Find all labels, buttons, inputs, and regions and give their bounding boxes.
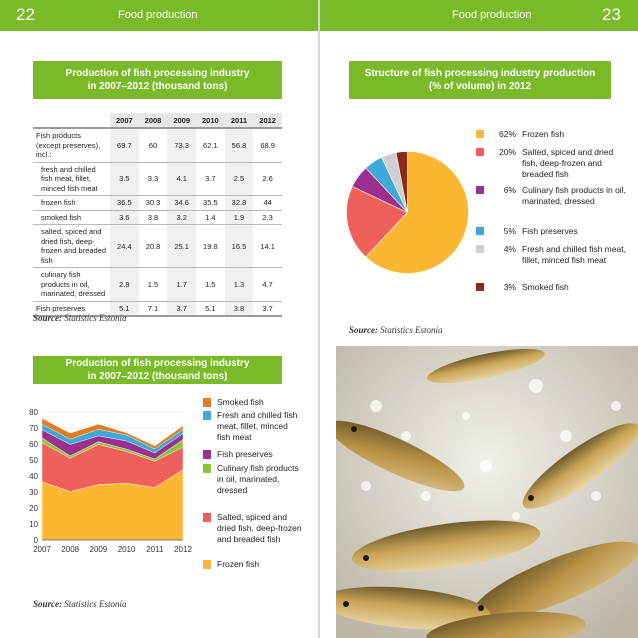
page-number: 22 xyxy=(16,5,35,24)
legend-swatch xyxy=(203,464,211,473)
x-tick-label: 2011 xyxy=(146,545,164,554)
legend-item xyxy=(203,512,302,545)
legend-percent: 3% xyxy=(503,282,516,292)
left-header-bar xyxy=(0,0,318,31)
table-cell: 1.5 xyxy=(196,268,225,302)
x-tick-label: 2010 xyxy=(117,545,136,554)
table-cell: 1.7 xyxy=(167,268,196,302)
source-label: Source: xyxy=(33,313,62,323)
y-tick-label: 0 xyxy=(33,536,38,545)
table-cell: 30.3 xyxy=(139,196,168,211)
legend-swatch xyxy=(476,227,484,235)
legend-percent: 62% xyxy=(498,129,516,139)
table-title-line1: Production of fish processing industry xyxy=(65,68,250,79)
area-title-line1: Production of fish processing industry xyxy=(65,358,250,369)
legend-swatch xyxy=(203,411,211,420)
legend-swatch xyxy=(203,450,211,459)
table-cell: 36.5 xyxy=(110,196,139,211)
table-cell: 3.7 xyxy=(167,301,196,316)
row-label: Fish preserves xyxy=(33,301,110,316)
legend-item xyxy=(203,463,302,496)
legend-percent: 6% xyxy=(503,185,516,195)
y-tick-label: 10 xyxy=(29,520,38,529)
legend-label: Fresh and chilled fish meat, fillet, minced fish meat xyxy=(522,244,626,265)
section-title: Food production xyxy=(118,9,198,21)
source-label: Source: xyxy=(33,599,62,609)
legend-label: Fish preserves xyxy=(217,449,273,459)
table-cell: 24.4 xyxy=(110,225,139,268)
x-tick-label: 2008 xyxy=(61,545,80,554)
table-cell: 2.3 xyxy=(253,210,282,225)
table-cell: 73.3 xyxy=(167,128,196,162)
legend-label: Smoked fish xyxy=(522,282,569,292)
year-header: 2010 xyxy=(196,113,225,128)
table-row xyxy=(33,162,282,196)
legend-label: Culinary fish products in oil, marinated, dressed xyxy=(522,185,626,206)
legend-swatch xyxy=(476,130,484,138)
legend-label: Salted, spiced and dried fish, deep-frozen and breaded fish xyxy=(217,512,302,544)
table-header-row xyxy=(33,113,282,128)
legend-item xyxy=(203,397,302,408)
legend-label: Frozen fish xyxy=(217,559,260,569)
legend-item xyxy=(476,226,630,237)
table-row xyxy=(33,210,282,225)
right-page xyxy=(320,0,638,638)
pie-title-banner xyxy=(349,61,611,99)
year-header: 2012 xyxy=(253,113,282,128)
table-cell: 5.1 xyxy=(196,301,225,316)
table-cell: 68.9 xyxy=(253,128,282,162)
table-cell: 14.1 xyxy=(253,225,282,268)
table-cell: 3.8 xyxy=(225,301,254,316)
legend-swatch xyxy=(476,148,484,156)
table-row xyxy=(33,128,282,162)
table-cell: 2.9 xyxy=(110,268,139,302)
table-cell: 25.1 xyxy=(167,225,196,268)
fish-photo-image xyxy=(336,346,638,638)
source-label: Source: xyxy=(349,325,378,335)
table-cell: 5.1 xyxy=(110,301,139,316)
table-cell: 3.6 xyxy=(110,210,139,225)
table-row xyxy=(33,225,282,268)
row-label: Fish products (except preserves), incl.: xyxy=(33,128,110,162)
area-source xyxy=(33,599,127,609)
table-cell: 1.4 xyxy=(196,210,225,225)
legend-item xyxy=(203,559,302,570)
legend-label: Fresh and chilled fish meat, fillet, minced fish meat xyxy=(217,410,298,442)
y-tick-label: 40 xyxy=(29,472,38,481)
area-chart-title-banner xyxy=(33,356,282,384)
pie-chart-legend xyxy=(476,129,636,299)
pie-title-line2: (% of volume) in 2012 xyxy=(428,81,532,92)
area-title-line2: in 2007–2012 (thousand tons) xyxy=(87,371,228,382)
table-row xyxy=(33,268,282,302)
legend-label: Salted, spiced and dried fish, deep-frozen and breaded fish xyxy=(522,147,614,179)
table-cell: 20.8 xyxy=(139,225,168,268)
table-cell: 44 xyxy=(253,196,282,211)
table-cell: 1.9 xyxy=(225,210,254,225)
table-cell: 34.6 xyxy=(167,196,196,211)
row-label: fresh and chilled fish meat, fillet, minced fish meat xyxy=(33,162,110,196)
table-cell: 2.5 xyxy=(225,162,254,196)
legend-item xyxy=(476,129,630,140)
table-cell: 3.2 xyxy=(167,210,196,225)
table-corner xyxy=(33,113,110,128)
row-label: smoked fish xyxy=(33,210,110,225)
table-title-banner xyxy=(33,61,282,99)
legend-label: Frozen fish xyxy=(522,129,565,139)
table-cell: 1.3 xyxy=(225,268,254,302)
table-cell: 32.8 xyxy=(225,196,254,211)
table-cell: 4.1 xyxy=(167,162,196,196)
table-cell: 69.7 xyxy=(110,128,139,162)
source-text: Statistics Estonia xyxy=(380,325,443,335)
legend-swatch xyxy=(203,560,211,569)
left-page xyxy=(0,0,318,638)
table-cell: 7.1 xyxy=(139,301,168,316)
legend-swatch xyxy=(476,283,484,291)
table-cell: 3.3 xyxy=(139,162,168,196)
table-cell: 4.7 xyxy=(253,268,282,302)
x-tick-label: 2009 xyxy=(89,545,108,554)
legend-item xyxy=(476,147,630,180)
fish-on-ice-photo xyxy=(336,346,638,638)
legend-swatch xyxy=(476,245,484,253)
table-row xyxy=(33,196,282,211)
table-cell: 56.8 xyxy=(225,128,254,162)
legend-swatch xyxy=(203,398,211,407)
table-cell: 19.8 xyxy=(196,225,225,268)
table-cell: 2.6 xyxy=(253,162,282,196)
legend-item xyxy=(476,282,630,293)
table-cell: 3.8 xyxy=(139,210,168,225)
legend-label: Culinary fish products in oil, marinated, dressed xyxy=(217,463,299,495)
table-cell: 60 xyxy=(139,128,168,162)
page-number: 23 xyxy=(602,5,621,24)
y-tick-label: 70 xyxy=(29,424,38,433)
source-text: Statistics Estonia xyxy=(64,313,127,323)
table-cell: 62.1 xyxy=(196,128,225,162)
production-table xyxy=(33,113,282,317)
y-tick-label: 30 xyxy=(29,488,38,497)
legend-item xyxy=(476,244,630,266)
area-chart xyxy=(0,392,200,562)
table-cell: 35.5 xyxy=(196,196,225,211)
legend-percent: 4% xyxy=(503,244,516,254)
table-cell: 3.5 xyxy=(110,162,139,196)
legend-percent: 20% xyxy=(498,147,516,157)
y-tick-label: 80 xyxy=(29,408,38,417)
table-title-line2: in 2007–2012 (thousand tons) xyxy=(87,81,228,92)
legend-item xyxy=(203,449,302,460)
table-cell: 3.7 xyxy=(196,162,225,196)
legend-label: Smoked fish xyxy=(217,397,264,407)
pie-title-line1: Structure of fish processing industry production xyxy=(364,68,596,79)
x-tick-label: 2007 xyxy=(33,545,51,554)
year-header: 2007 xyxy=(110,113,139,128)
y-tick-label: 50 xyxy=(29,456,38,465)
source-text: Statistics Estonia xyxy=(64,599,127,609)
legend-label: Fish preserves xyxy=(522,226,578,236)
table-cell: 1.5 xyxy=(139,268,168,302)
year-header: 2009 xyxy=(167,113,196,128)
y-tick-label: 60 xyxy=(29,440,38,449)
table-cell: 16.5 xyxy=(225,225,254,268)
row-label: salted, spiced and dried fish, deep-frozen and breaded fish xyxy=(33,225,110,268)
legend-item xyxy=(203,410,302,443)
pie-chart xyxy=(345,150,470,275)
section-title: Food production xyxy=(452,9,532,21)
area-chart-legend xyxy=(203,397,313,577)
pie-source xyxy=(349,325,443,335)
table-cell: 3.7 xyxy=(253,301,282,316)
legend-item xyxy=(476,185,630,207)
right-header-bar xyxy=(320,0,638,31)
legend-percent: 5% xyxy=(503,226,516,236)
legend-swatch xyxy=(476,186,484,194)
table-source xyxy=(33,313,127,323)
legend-swatch xyxy=(203,513,211,522)
row-label: culinary fish products in oil, marinated, dressed xyxy=(33,268,110,302)
y-tick-label: 20 xyxy=(29,504,38,513)
row-label: frozen fish xyxy=(33,196,110,211)
x-tick-label: 2012 xyxy=(174,545,192,554)
year-header: 2008 xyxy=(139,113,168,128)
year-header: 2011 xyxy=(225,113,254,128)
